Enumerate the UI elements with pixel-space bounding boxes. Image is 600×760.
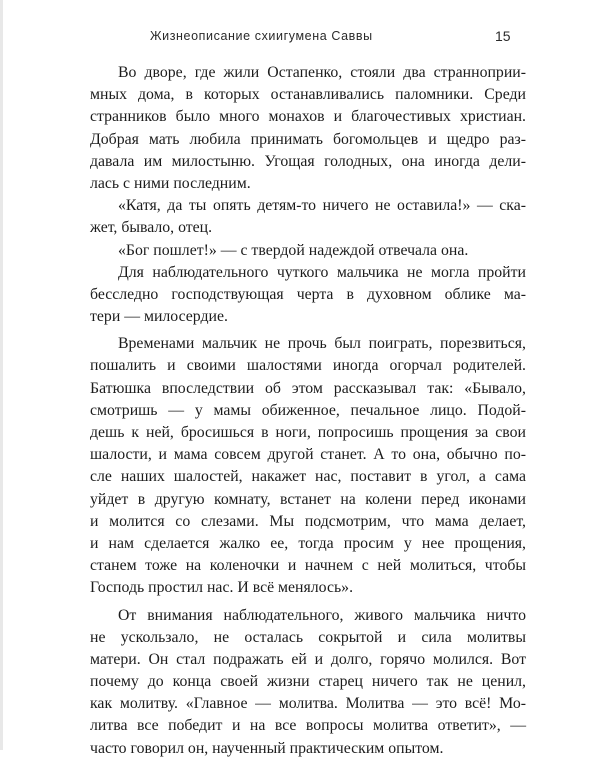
- text-line: уйдет в другую комнату, встанет на колени перед иконами: [90, 490, 526, 508]
- text-line: жет, бывало, отец.: [90, 219, 213, 237]
- text-line: «Бог пошлет!» — с твердой надеждой отвечала она.: [118, 241, 469, 259]
- text-line: смотришь — у мамы обиженное, печальное лицо. Подой-: [90, 401, 526, 419]
- text-line: и молится со слезами. Мы подсмотрим, что мама делает,: [90, 512, 526, 530]
- text-line: Добрая мать любила принимать богомольцев и щедро раз-: [90, 130, 526, 148]
- text-line: Во дворе, где жили Остапенко, стояли два странноприи-: [118, 64, 526, 81]
- text-line: матери. Он стал подражать ей и долго, горячо молился. Вот: [90, 650, 526, 668]
- text-line: дешь к ней, бросишься в ноги, попросишь прощения за свои: [90, 424, 526, 441]
- text-line: литва все победит и на все вопросы молитва ответит», —: [90, 717, 526, 735]
- text-line: Господь простил нас. И всё менялось».: [90, 579, 354, 597]
- text-line: сле наших шалостей, накажет нас, поставит в угол, а сама: [90, 468, 526, 486]
- text-line: странников было много монахов и благочестивых христиан.: [90, 108, 526, 126]
- text-line: станем тоже на коленочки и начнем с ней молиться, чтобы: [90, 557, 526, 575]
- text-line: и нам сделается жалко ее, тогда просим у нее прощения,: [90, 534, 526, 552]
- text-line: почему до конца своей жизни старец ничего так не ценил,: [90, 673, 526, 691]
- text-line: пошалить и своими шалостями иногда огорчал родителей.: [90, 357, 526, 375]
- text-line: давала им милостыню. Угощая голодных, она иногда дели-: [90, 152, 526, 170]
- text-line: мных дома, в которых останавливались паломники. Среди: [90, 86, 526, 104]
- body-text: [90, 62, 526, 760]
- text-line: От внимания наблюдательного, живого мальчика ничто: [118, 606, 526, 624]
- text-line: шалости, и мама совсем другой станет. А то она, обычно по-: [90, 446, 526, 464]
- text-line: часто говорил он, наученный практическим опытом.: [90, 739, 444, 757]
- running-title: Жизнеописание схиигумена Саввы: [150, 29, 373, 43]
- text-line: бесследно господствующая черта в духовном облике ма-: [90, 285, 526, 303]
- text-line: Для наблюдательного чуткого мальчика не могла пройти: [118, 263, 526, 281]
- text-line: Батюшка впоследствии об этом рассказывал так: «Бывало,: [90, 379, 526, 397]
- page-number: 15: [495, 28, 511, 44]
- text-line: Временами мальчик не прочь был поиграть, порезвиться,: [118, 335, 526, 353]
- text-line: как молитву. «Главное — молитва. Молитва — это всё! Мо-: [90, 695, 526, 713]
- text-line: не ускользало, не осталась сокрытой и сила молитвы: [90, 628, 526, 646]
- text-line: «Катя, да ты опять детям-то ничего не оставила!» — ска-: [118, 197, 526, 215]
- text-line: тери — милосердие.: [90, 308, 228, 326]
- text-line: лась с ними последним.: [90, 174, 251, 192]
- page-edge-shadow: [0, 0, 3, 750]
